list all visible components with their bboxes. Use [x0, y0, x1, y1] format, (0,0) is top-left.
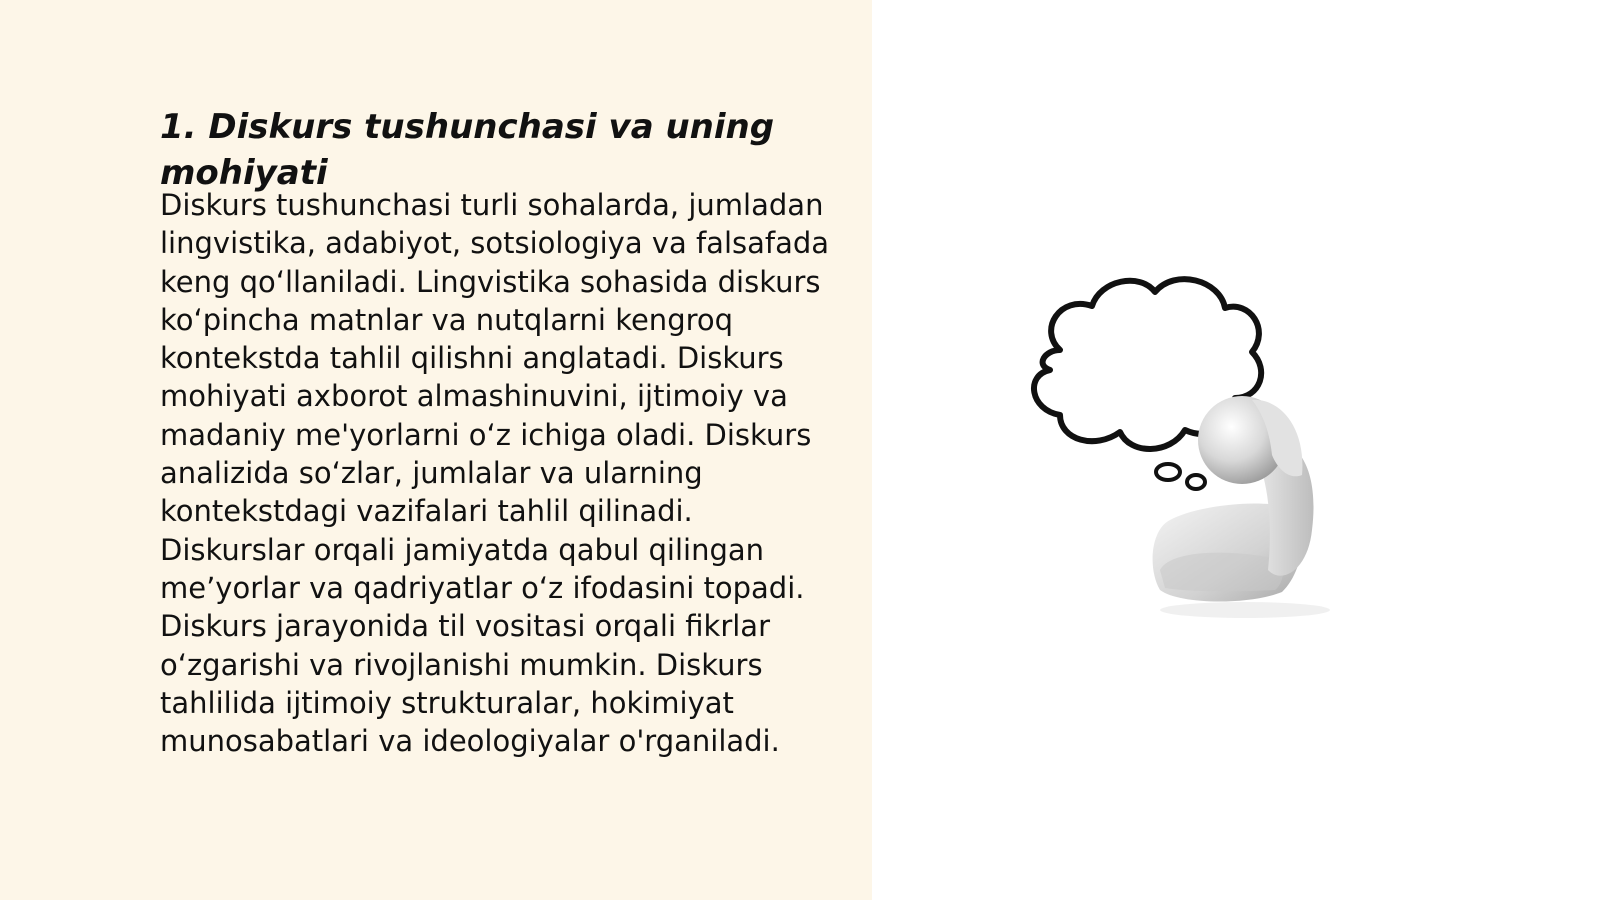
thinking-person-icon [1020, 270, 1350, 620]
slide-title: 1. Diskurs tushunchasi va uning mohiyati [160, 107, 775, 193]
slide-body-text: Diskurs tushunchasi turli sohalarda, jumladan lingvistika, adabiyot, sotsiologiya va falsafada keng qo‘llaniladi. Lingvistika sohasida diskurs ko‘pincha matnlar va nutqlarni kengroq kontekstda tahlil qilishni anglatadi. Diskurs mohiyati axborot almashinuvini, ijtimoiy va madaniy me'yorlarni o‘z ichiga oladi. Diskurs analizida so‘zlar, jumlalar va ularning kontekstdagi vazifalari tahlil qilinadi. Diskurslar orqali jamiyatda qabul qilingan me’yorlar va qadriyatlar o‘z ifodasini topadi. Diskurs jarayonida til vositasi orqali fikrlar o‘zgarishi va rivojlanishi mumkin. Diskurs tahlilida ijtimoiy strukturalar, hokimiyat munosabatlari va ideologiyalar o'rganiladi. [160, 188, 830, 759]
